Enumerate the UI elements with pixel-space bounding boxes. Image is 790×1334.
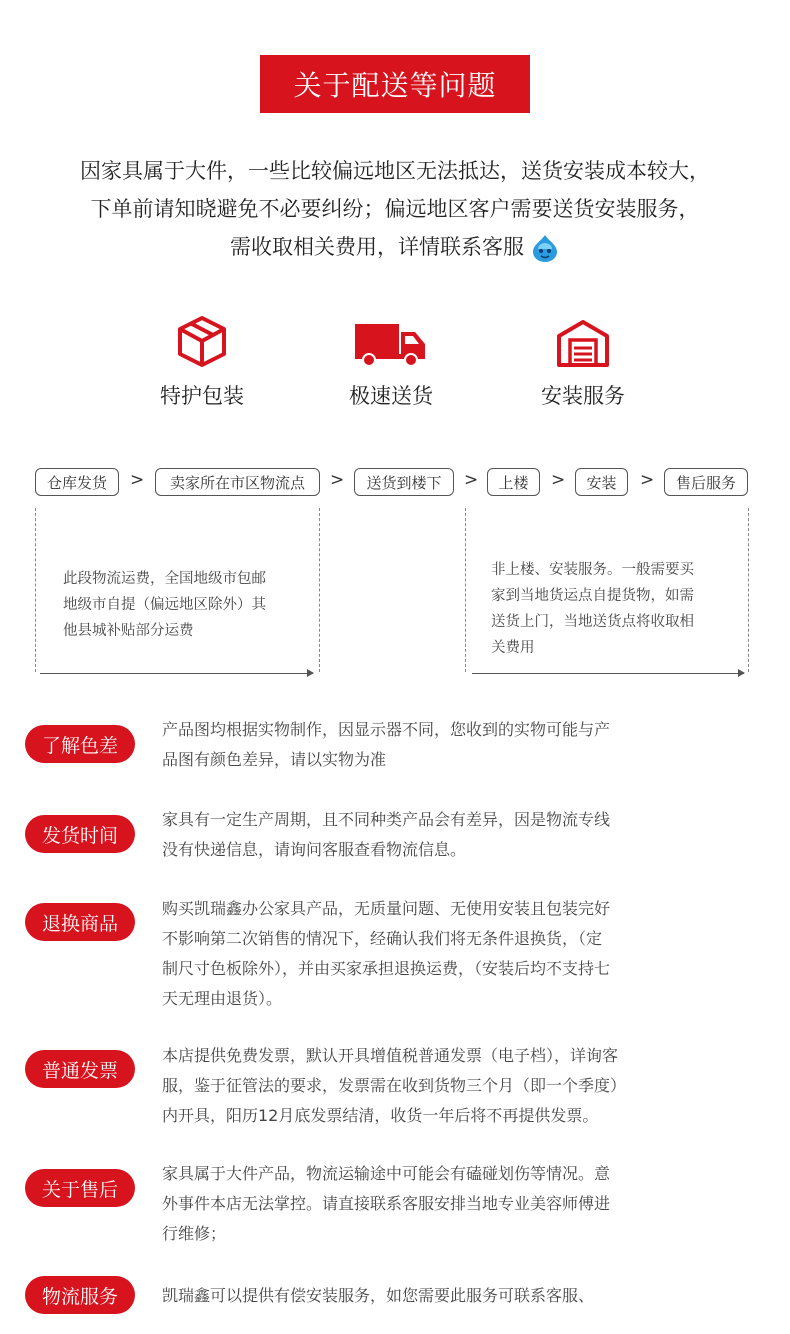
feature-packaging: [127, 312, 277, 410]
bracket-right-end: [748, 508, 749, 672]
bracket-left-end: [319, 508, 320, 672]
tag-after-sales: 关于售后: [25, 1169, 135, 1207]
bracket-left-start: [35, 508, 36, 672]
flow-right-note: 非上楼、安装服务。一般需要买 家到当地货运点自提货物，如需 送货上门，当地送货点将收取相 关费用: [491, 562, 694, 656]
intro-line: 下单前请知晓避免不必要纠纷；偏远地区客户需要送货安装服务，: [90, 197, 700, 221]
step-separator: >: [330, 470, 345, 490]
step-separator: >: [130, 470, 145, 490]
tag-returns: 退换商品: [25, 903, 135, 941]
intro-text: [40, 152, 750, 266]
bracket-right-arrow: [472, 673, 744, 674]
step-seller-logistics: 卖家所在市区物流点: [155, 468, 320, 496]
page-title: 关于配送等问题: [260, 55, 530, 113]
step-warehouse-ship: 仓库发货: [35, 468, 119, 496]
flow-left-note: 此段物流运费，全国地级市包邮 地级市自提（偏远地区除外）其 他县城补贴部分运费: [63, 571, 266, 639]
bracket-left-arrow: [40, 673, 313, 674]
intro-line: 需收取相关费用，详情联系客服: [40, 228, 750, 266]
section-shipping-time-text: 家具有一定生产周期，且不同种类产品会有差异，因是物流专线 没有快递信息，请询问客服查看物流信息。: [162, 810, 611, 859]
section-after-sales-text: 家具属于大件产品，物流运输途中可能会有磕碰划伤等情况。意 外事件本店无法掌控。请直接联系客服安排当地专业美容师傅进 行维修；: [162, 1164, 611, 1243]
box-icon: [175, 314, 229, 368]
intro-line: 因家具属于大件，一些比较偏远地区无法抵达，送货安装成本较大，: [80, 159, 710, 183]
section-logistics-service-text: 凯瑞鑫可以提供有偿安装服务，如您需要此服务可联系客服、: [162, 1286, 595, 1305]
section-returns-text: 购买凯瑞鑫办公家具产品，无质量问题、无使用安装且包装完好 不影响第二次销售的情况下，经确认我们将无条件退换货，（定 制尺寸色板除外），并由买家承担退换运费，（安装后均不支持七 天无理由退货）。: [162, 899, 611, 1008]
step-separator: >: [464, 470, 479, 490]
tag-logistics-service: 物流服务: [25, 1276, 135, 1314]
step-deliver-downstairs: 送货到楼下: [354, 468, 454, 496]
section-color-difference-text: 产品图均根据实物制作，因显示器不同，您收到的实物可能与产 品图有颜色差异，请以实物为准: [162, 720, 611, 769]
feature-installation: [508, 312, 658, 410]
tag-shipping-time: 发货时间: [25, 815, 135, 853]
bracket-right-start: [465, 508, 466, 672]
step-after-sales: 售后服务: [664, 468, 748, 496]
tag-invoice: 普通发票: [25, 1050, 135, 1088]
feature-label: 特护包装: [160, 384, 244, 408]
feature-label: 极速送货: [349, 384, 433, 408]
truck-icon: [353, 320, 429, 368]
step-upstairs: 上楼: [487, 468, 540, 496]
section-invoice-text: 本店提供免费发票，默认开具增值税普通发票（电子档），详询客 服，鉴于征管法的要求，发票需在收到货物三个月（即一个季度） 内开具，阳历12月底发票结清，收货一年后将不再提供发票。: [162, 1046, 627, 1125]
feature-label: 安装服务: [541, 384, 625, 408]
step-separator: >: [640, 470, 655, 490]
tag-color-difference: 了解色差: [25, 725, 135, 763]
warehouse-icon: [556, 318, 610, 368]
step-install: 安装: [575, 468, 628, 496]
feature-delivery: [316, 312, 466, 410]
blue-droplet-mascot-icon: [530, 233, 560, 263]
step-separator: >: [551, 470, 566, 490]
